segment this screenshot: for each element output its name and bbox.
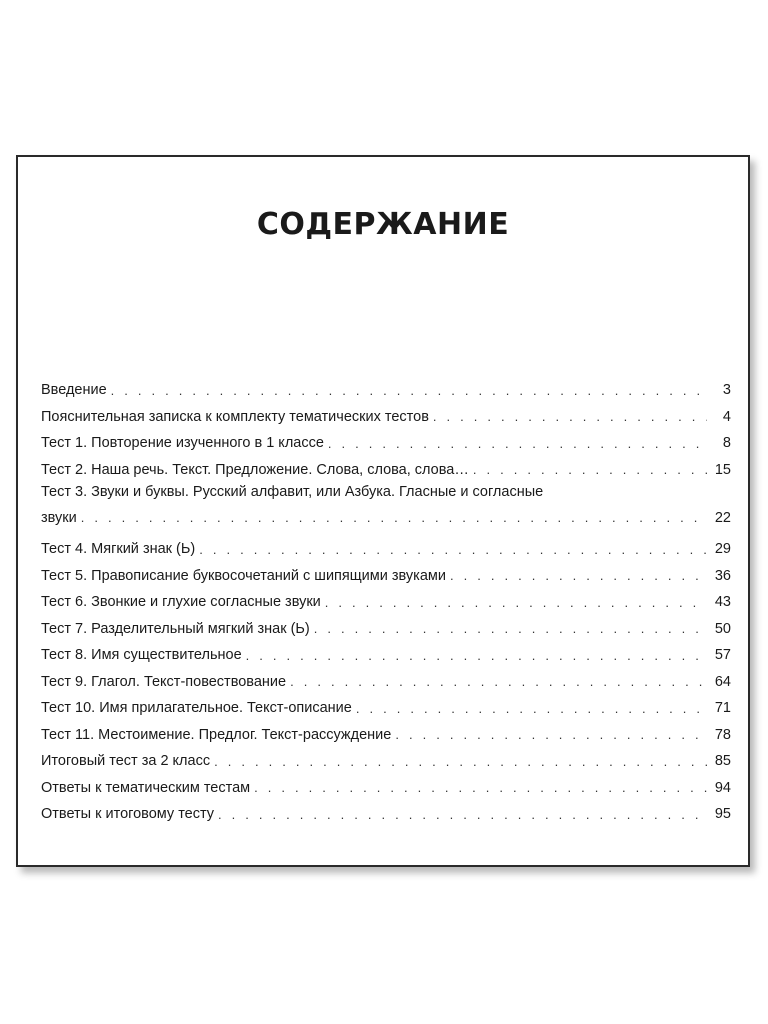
toc-entry-page: 57 (714, 647, 731, 663)
toc-entry-test-3 (41, 477, 731, 530)
toc-entry-test-1 (41, 424, 731, 451)
toc-entry-test-11 (41, 716, 731, 743)
toc-entry-label: Итоговый тест за 2 класс (41, 753, 211, 769)
contents-page (16, 155, 750, 867)
dot-leader (395, 728, 707, 742)
toc-entry-label: Тест 8. Имя существительное (41, 647, 242, 663)
dot-leader (199, 543, 707, 557)
toc-entry-label: Тест 4. Мягкий знак (Ь) (41, 541, 196, 557)
dot-leader (290, 675, 707, 689)
toc-entry-page: 71 (714, 700, 731, 716)
dot-leader (433, 410, 707, 424)
dot-leader (81, 511, 707, 525)
toc-entry-page: 94 (714, 779, 731, 796)
toc-entry-label: Введение (41, 382, 107, 398)
toc-entry-page: 43 (714, 594, 731, 610)
dot-leader (218, 808, 707, 822)
toc-entry-page: 4 (722, 408, 731, 425)
toc-entry-label: Тест 6. Звонкие и глухие согласные звуки (41, 594, 321, 610)
toc-entry-page: 8 (722, 435, 731, 451)
toc-entry-test-2 (41, 451, 731, 478)
toc-entry-page: 3 (722, 382, 731, 398)
toc-entry-label: Тест 10. Имя прилагательное. Текст-описание (41, 700, 352, 716)
toc-entry-label: Тест 1. Повторение изученного в 1 классе (41, 435, 324, 451)
dot-leader (325, 596, 707, 610)
toc-entry-test-7 (41, 610, 731, 637)
page-title: СОДЕРЖАНИЕ (256, 207, 510, 242)
toc-entry-label: Тест 11. Местоимение. Предлог. Текст-рассуждение (41, 726, 392, 743)
toc-entry-page: 36 (714, 567, 731, 584)
toc-entry-label: Тест 7. Разделительный мягкий знак (Ь) (41, 620, 310, 637)
toc-entry-explanatory-note (41, 398, 731, 425)
table-of-contents (41, 371, 731, 822)
toc-entry-page: 78 (714, 726, 731, 743)
toc-entry-page: 85 (714, 753, 731, 769)
toc-entry-test-8 (41, 636, 731, 663)
toc-entry-test-5 (41, 557, 731, 584)
toc-entry-page: 22 (714, 509, 731, 526)
dot-leader (356, 702, 707, 716)
toc-entry-label-continued: звуки (41, 509, 77, 526)
toc-entry-label: Тест 2. Наша речь. Текст. Предложение. Слова, слова, слова… (41, 461, 469, 478)
toc-entry-label: Ответы к тематическим тестам (41, 779, 251, 796)
toc-entry-answers-thematic (41, 769, 731, 796)
toc-entry-final-test (41, 742, 731, 769)
toc-entry-page: 29 (714, 541, 731, 557)
toc-entry-label: Тест 3. Звуки и буквы. Русский алфавит, или Азбука. Гласные и согласные (41, 483, 544, 500)
dot-leader (450, 569, 707, 583)
toc-entry-page: 50 (714, 620, 731, 637)
toc-entry-test-6 (41, 583, 731, 610)
toc-entry-test-9 (41, 663, 731, 690)
dot-leader (246, 649, 707, 663)
toc-entry-introduction (41, 371, 731, 398)
dot-leader (328, 437, 707, 451)
toc-entry-label: Тест 5. Правописание буквосочетаний с шипящими звуками (41, 567, 446, 584)
dot-leader (254, 781, 707, 795)
dot-leader (473, 463, 707, 477)
dot-leader (111, 384, 707, 398)
toc-entry-page: 95 (714, 806, 731, 822)
dot-leader (314, 622, 707, 636)
toc-entry-test-10 (41, 689, 731, 716)
toc-entry-label: Ответы к итоговому тесту (41, 806, 215, 822)
toc-entry-test-4 (41, 530, 731, 557)
toc-entry-label: Пояснительная записка к комплекту тематических тестов (41, 408, 429, 425)
dot-leader (214, 755, 707, 769)
toc-entry-page: 64 (714, 673, 731, 690)
toc-entry-label: Тест 9. Глагол. Текст-повествование (41, 673, 287, 690)
toc-entry-page: 15 (714, 461, 731, 478)
toc-entry-answers-final (41, 795, 731, 822)
